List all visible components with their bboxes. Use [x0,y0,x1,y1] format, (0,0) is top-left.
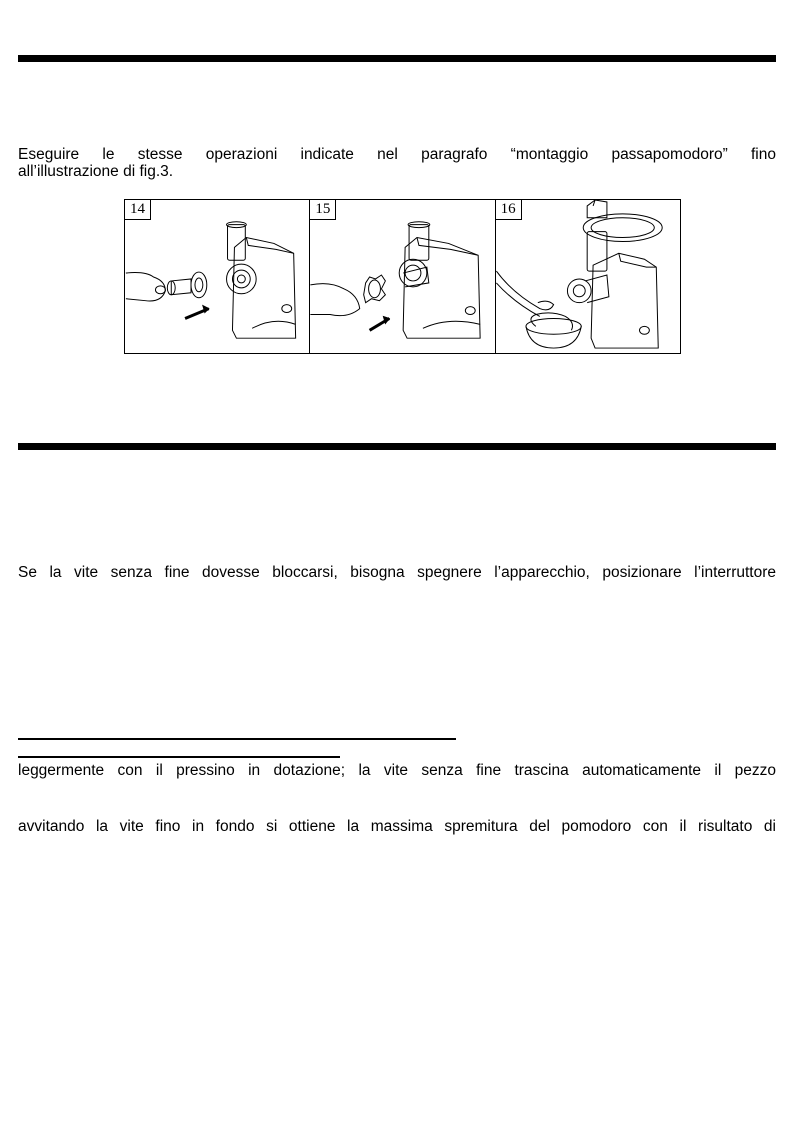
presser-paragraph-line: leggermente con il pressino in dotazione; la vite senza fine trascina automaticamente il pezzo [18,762,776,779]
section-divider-top [18,55,776,62]
figure-16 [496,200,680,353]
underline-short [18,756,340,758]
figure-number-15: 15 [310,200,336,220]
intro-paragraph-line-1: Eseguire le stesse operazioni indicate nel paragrafo “montaggio passapomodoro” fino [18,146,776,163]
assembly-illustrations [124,199,681,354]
figure-number-14: 14 [125,200,151,220]
screw-paragraph-line: avvitando la vite fino in fondo si ottiene la massima spremitura del pomodoro con il risultato di [18,818,776,835]
figure-15 [310,200,495,353]
section-divider-middle [18,443,776,450]
figure-16-drawing [496,200,680,353]
intro-paragraph-line-2: all’illustrazione di fig.3. [18,163,174,180]
figure-14-drawing [125,200,309,353]
figure-14 [125,200,310,353]
figure-15-drawing [310,200,494,353]
figure-number-16: 16 [496,200,522,220]
underline-long [18,738,456,740]
blockage-paragraph-line: Se la vite senza fine dovesse bloccarsi, bisogna spegnere l’apparecchio, posizionare l’interruttore [18,564,776,581]
